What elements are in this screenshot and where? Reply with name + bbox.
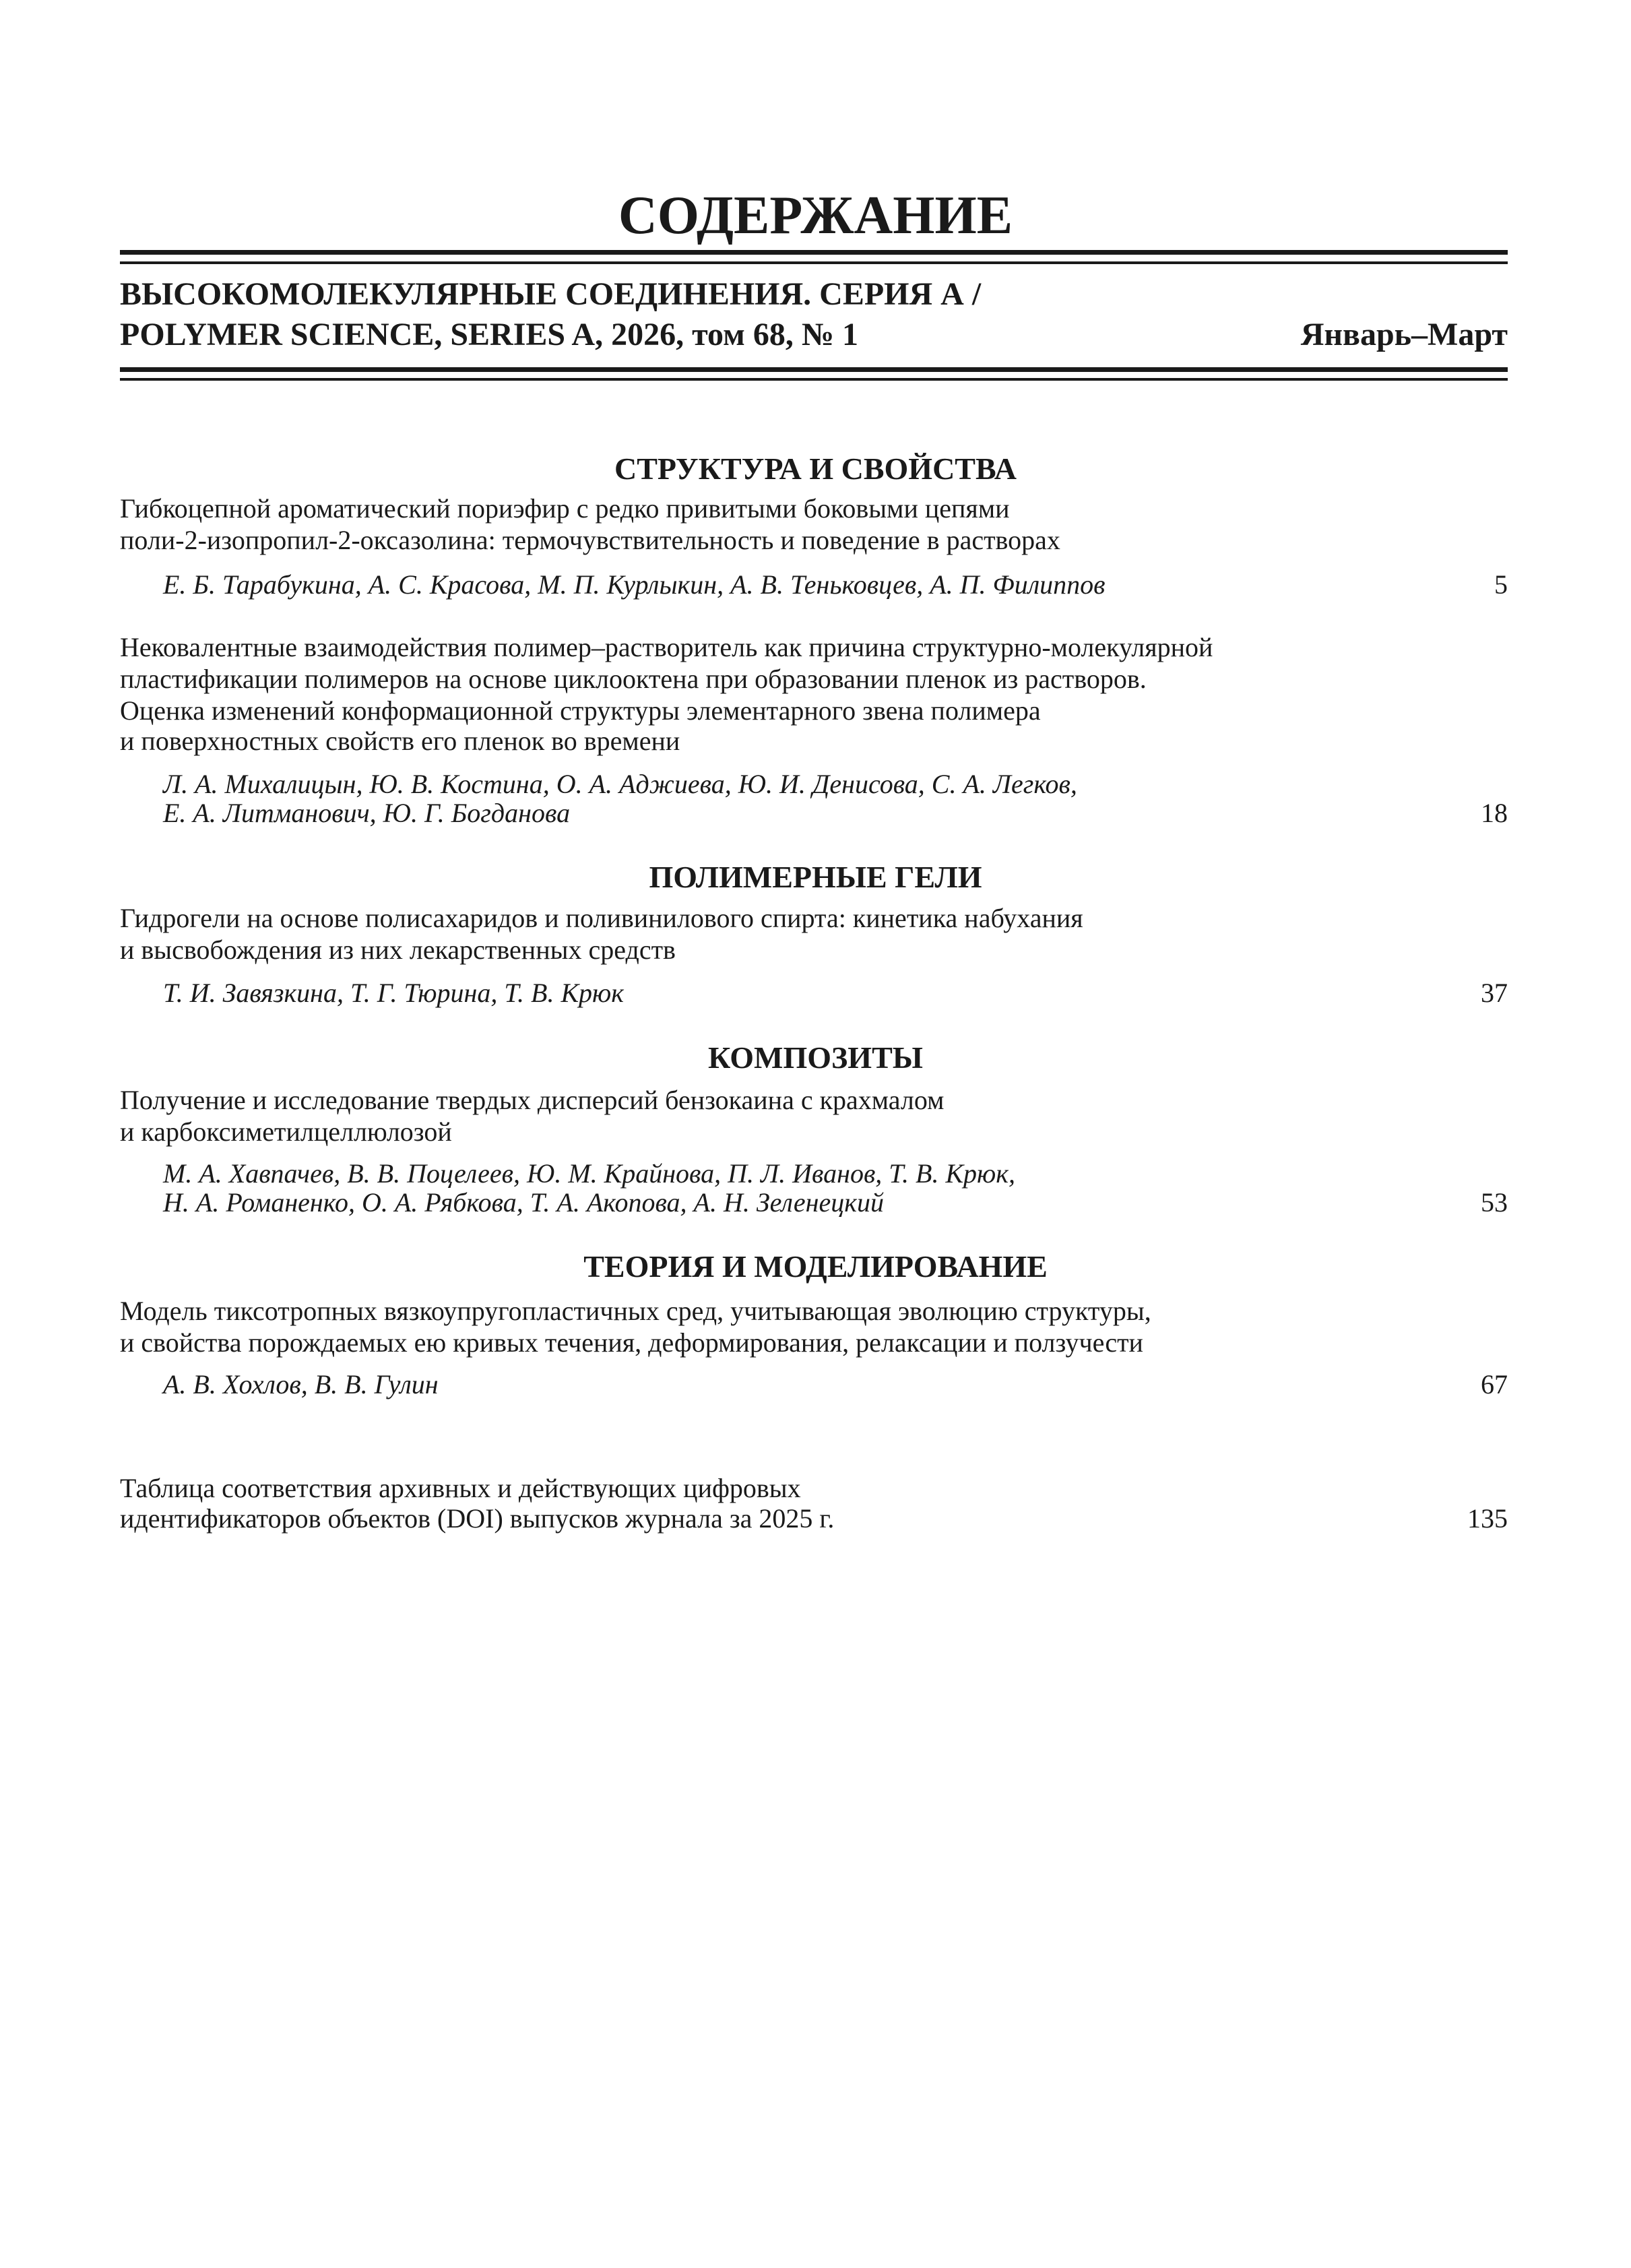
- section-heading: СТРУКТУРА И СВОЙСТВА: [614, 451, 1017, 486]
- article-authors: Л. А. Михалицын, Ю. В. Костина, О. А. Аджиева, Ю. И. Денисова, С. А. Легков,: [163, 769, 1077, 799]
- section-heading: ТЕОРИЯ И МОДЕЛИРОВАНИЕ: [583, 1249, 1048, 1284]
- journal-issue: POLYMER SCIENCE, SERIES A, 2026, том 68, № 1: [120, 317, 859, 352]
- article-title: Оценка изменений конформационной структуры элементарного звена полимера: [120, 695, 1041, 726]
- article-title: и свойства порождаемых ею кривых течения, деформирования, релаксации и ползучести: [120, 1327, 1143, 1358]
- article-title: Получение и исследование твердых дисперсий бензокаина с крахмалом: [120, 1085, 945, 1115]
- page-number: 18: [1481, 798, 1508, 828]
- article-title: и поверхностных свойств его пленок во времени: [120, 726, 680, 756]
- article-authors: М. А. Хавпачев, В. В. Поцелеев, Ю. М. Крайнова, П. Л. Иванов, Т. В. Крюк,: [163, 1158, 1015, 1189]
- section-heading: КОМПОЗИТЫ: [708, 1040, 923, 1075]
- article-authors: А. В. Хохлов, В. В. Гулин: [163, 1369, 439, 1399]
- journal-name: ВЫСОКОМОЛЕКУЛЯРНЫЕ СОЕДИНЕНИЯ. СЕРИЯ А /: [120, 276, 982, 312]
- page-number: 67: [1481, 1369, 1508, 1399]
- article-title: Гибкоцепной ароматический пориэфир с редко привитыми боковыми цепями: [120, 493, 1010, 524]
- page-number: 37: [1481, 978, 1508, 1008]
- article-title: Модель тиксотропных вязкоупругопластичных сред, учитывающая эволюцию структуры,: [120, 1296, 1151, 1326]
- divider: [120, 378, 1508, 381]
- article-authors: Н. А. Романенко, О. А. Рябкова, Т. А. Акопова, А. Н. Зеленецкий: [163, 1187, 884, 1218]
- page-number: 53: [1481, 1187, 1508, 1218]
- divider: [120, 261, 1508, 264]
- appendix-title: Таблица соответствия архивных и действующих цифровых: [120, 1473, 801, 1503]
- article-title: Нековалентные взаимодействия полимер–растворитель как причина структурно-молекулярной: [120, 632, 1213, 662]
- article-authors: Т. И. Завязкина, Т. Г. Тюрина, Т. В. Крюк: [163, 978, 624, 1008]
- article-authors: Е. А. Литманович, Ю. Г. Богданова: [163, 798, 571, 828]
- article-authors: Е. Б. Тарабукина, А. С. Красова, М. П. Курлыкин, А. В. Теньковцев, А. П. Филиппов: [163, 569, 1106, 600]
- divider: [120, 367, 1508, 372]
- page-title: СОДЕРЖАНИЕ: [618, 186, 1013, 245]
- divider: [120, 250, 1508, 255]
- article-title: пластификации полимеров на основе циклооктена при образовании пленок из растворов.: [120, 664, 1147, 694]
- article-title: и высвобождения из них лекарственных средств: [120, 935, 676, 965]
- appendix-title: идентификаторов объектов (DOI) выпусков журнала за 2025 г.: [120, 1503, 835, 1534]
- page-number: 135: [1467, 1503, 1508, 1534]
- issue-period: Январь–Март: [1300, 317, 1508, 352]
- article-title: поли-2-изопропил-2-оксазолина: термочувствительность и поведение в растворах: [120, 525, 1060, 555]
- section-heading: ПОЛИМЕРНЫЕ ГЕЛИ: [649, 860, 982, 894]
- article-title: и карбоксиметилцеллюлозой: [120, 1116, 452, 1147]
- page-number: 5: [1494, 569, 1508, 600]
- article-title: Гидрогели на основе полисахаридов и поливинилового спирта: кинетика набухания: [120, 903, 1083, 933]
